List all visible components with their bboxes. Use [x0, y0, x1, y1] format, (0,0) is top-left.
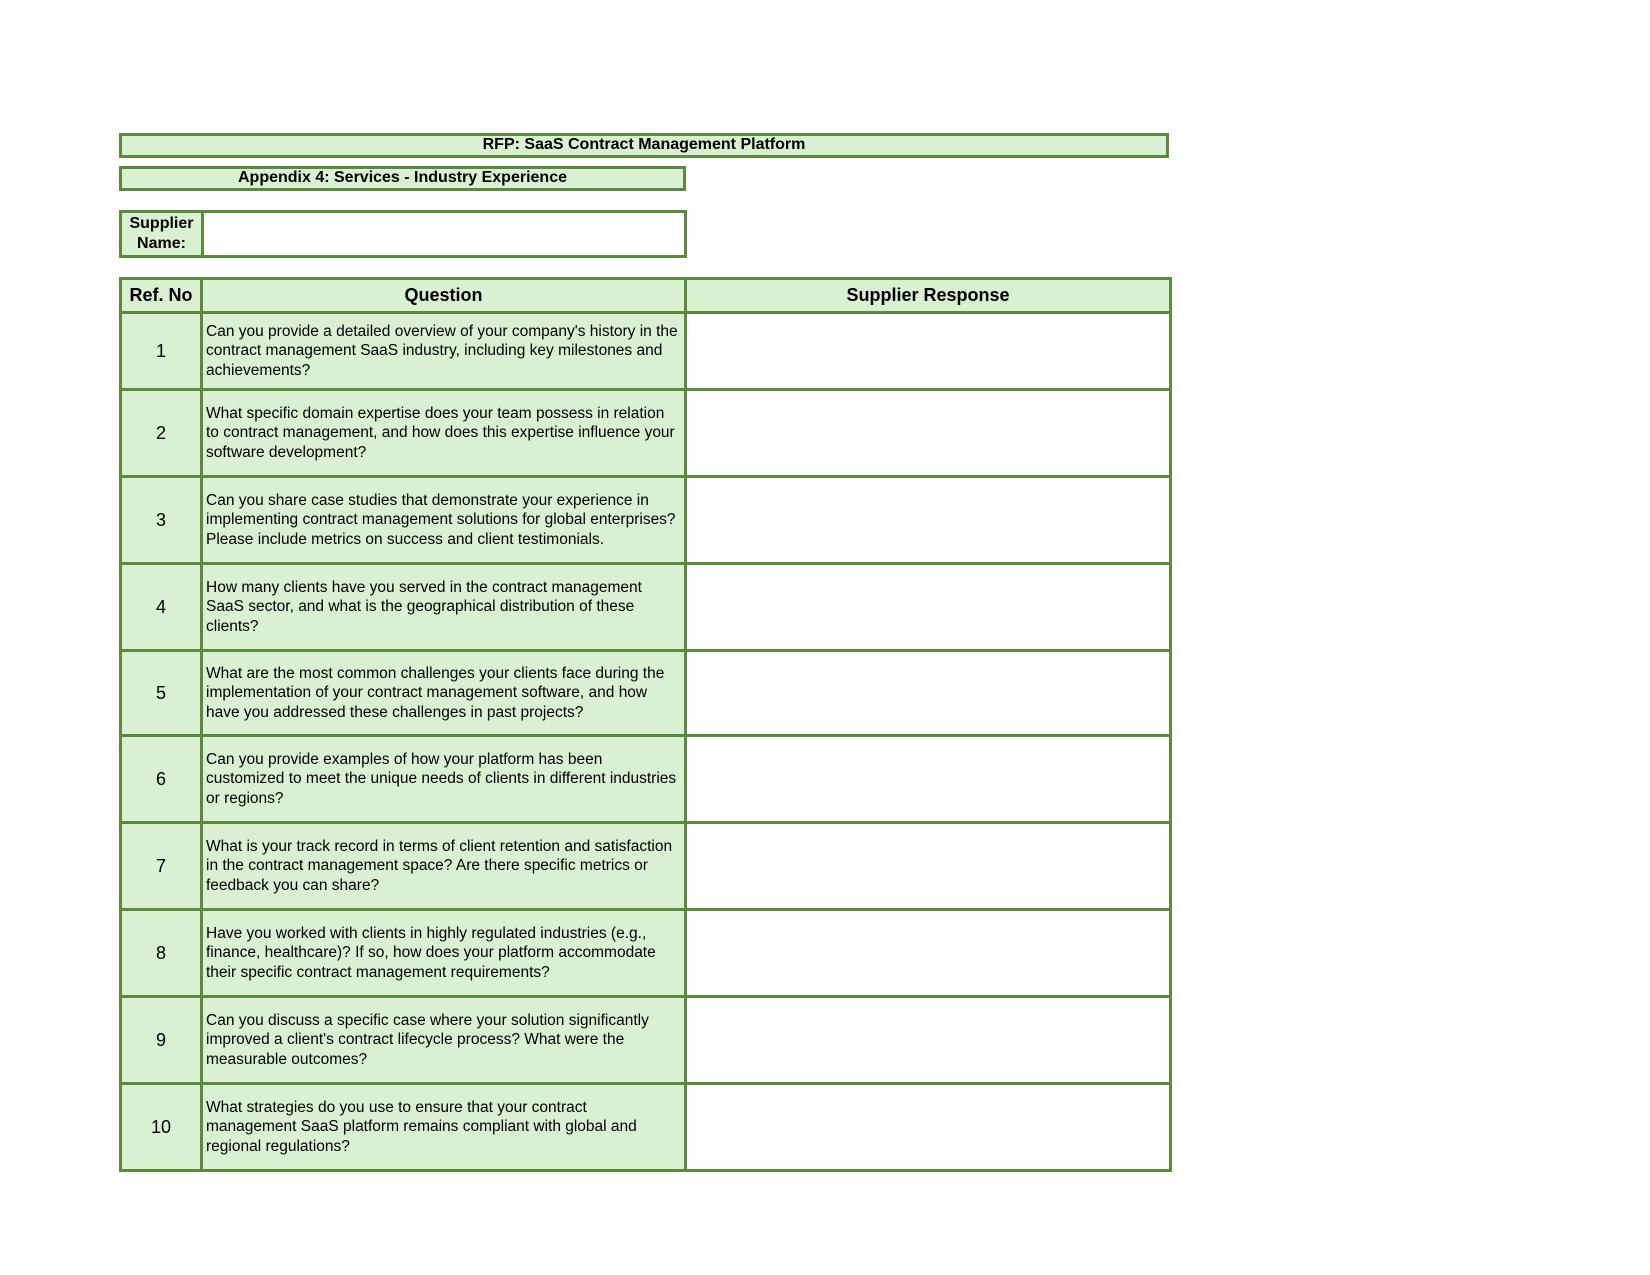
table-row: [121, 910, 1171, 997]
appendix-heading: Appendix 4: Services - Industry Experience: [119, 166, 686, 191]
ref-no-cell: 3: [121, 477, 202, 564]
supplier-response-cell[interactable]: [686, 651, 1171, 736]
table-row: [121, 1084, 1171, 1171]
ref-no-cell: 8: [121, 910, 202, 997]
ref-no-cell: 9: [121, 997, 202, 1084]
questions-table: [119, 277, 1172, 1172]
question-cell: How many clients have you served in the contract management SaaS sector, and what is the geographical distribution of these clients?: [202, 564, 686, 651]
supplier-response-cell[interactable]: [686, 823, 1171, 910]
supplier-name-label: Supplier Name:: [121, 212, 203, 257]
question-cell: Can you share case studies that demonstrate your experience in implementing contract management solutions for global enterprises? Please include metrics on success and client testimonials.: [202, 477, 686, 564]
supplier-response-cell[interactable]: [686, 736, 1171, 823]
question-cell: Can you provide examples of how your platform has been customized to meet the unique needs of clients in different industries or regions?: [202, 736, 686, 823]
ref-no-cell: 2: [121, 390, 202, 477]
table-row: [121, 564, 1171, 651]
ref-no-cell: 6: [121, 736, 202, 823]
ref-no-cell: 4: [121, 564, 202, 651]
question-cell: Can you provide a detailed overview of your company's history in the contract management SaaS industry, including key milestones and achievements?: [202, 313, 686, 390]
question-cell: Have you worked with clients in highly regulated industries (e.g., finance, healthcare)? If so, how does your platform accommodate their specific contract management requirements?: [202, 910, 686, 997]
table-row: [121, 997, 1171, 1084]
ref-no-cell: 10: [121, 1084, 202, 1171]
table-row: [121, 390, 1171, 477]
table-row: [121, 823, 1171, 910]
ref-no-cell: 7: [121, 823, 202, 910]
supplier-response-cell[interactable]: [686, 477, 1171, 564]
supplier-name-field[interactable]: [203, 212, 686, 257]
question-cell: What strategies do you use to ensure that your contract management SaaS platform remains compliant with global and regional regulations?: [202, 1084, 686, 1171]
question-cell: Can you discuss a specific case where your solution significantly improved a client's contract lifecycle process? What were the measurable outcomes?: [202, 997, 686, 1084]
supplier-response-cell[interactable]: [686, 997, 1171, 1084]
supplier-response-cell[interactable]: [686, 910, 1171, 997]
table-row: [121, 477, 1171, 564]
question-cell: What is your track record in terms of client retention and satisfaction in the contract management space? Are there specific metrics or feedback you can share?: [202, 823, 686, 910]
question-header: Question: [202, 279, 686, 313]
supplier-response-header: Supplier Response: [686, 279, 1171, 313]
supplier-response-cell[interactable]: [686, 1084, 1171, 1171]
question-cell: What specific domain expertise does your team possess in relation to contract management, and how does this expertise influence your software development?: [202, 390, 686, 477]
question-cell: What are the most common challenges your clients face during the implementation of your contract management software, and how have you addressed these challenges in past projects?: [202, 651, 686, 736]
table-header-row: [121, 279, 1171, 313]
ref-no-header: Ref. No: [121, 279, 202, 313]
supplier-name-table: [119, 210, 687, 258]
ref-no-cell: 1: [121, 313, 202, 390]
supplier-response-cell[interactable]: [686, 390, 1171, 477]
table-row: [121, 736, 1171, 823]
table-row: [121, 313, 1171, 390]
table-row: [121, 651, 1171, 736]
supplier-response-cell[interactable]: [686, 564, 1171, 651]
supplier-response-cell[interactable]: [686, 313, 1171, 390]
document-title: RFP: SaaS Contract Management Platform: [119, 133, 1169, 158]
ref-no-cell: 5: [121, 651, 202, 736]
